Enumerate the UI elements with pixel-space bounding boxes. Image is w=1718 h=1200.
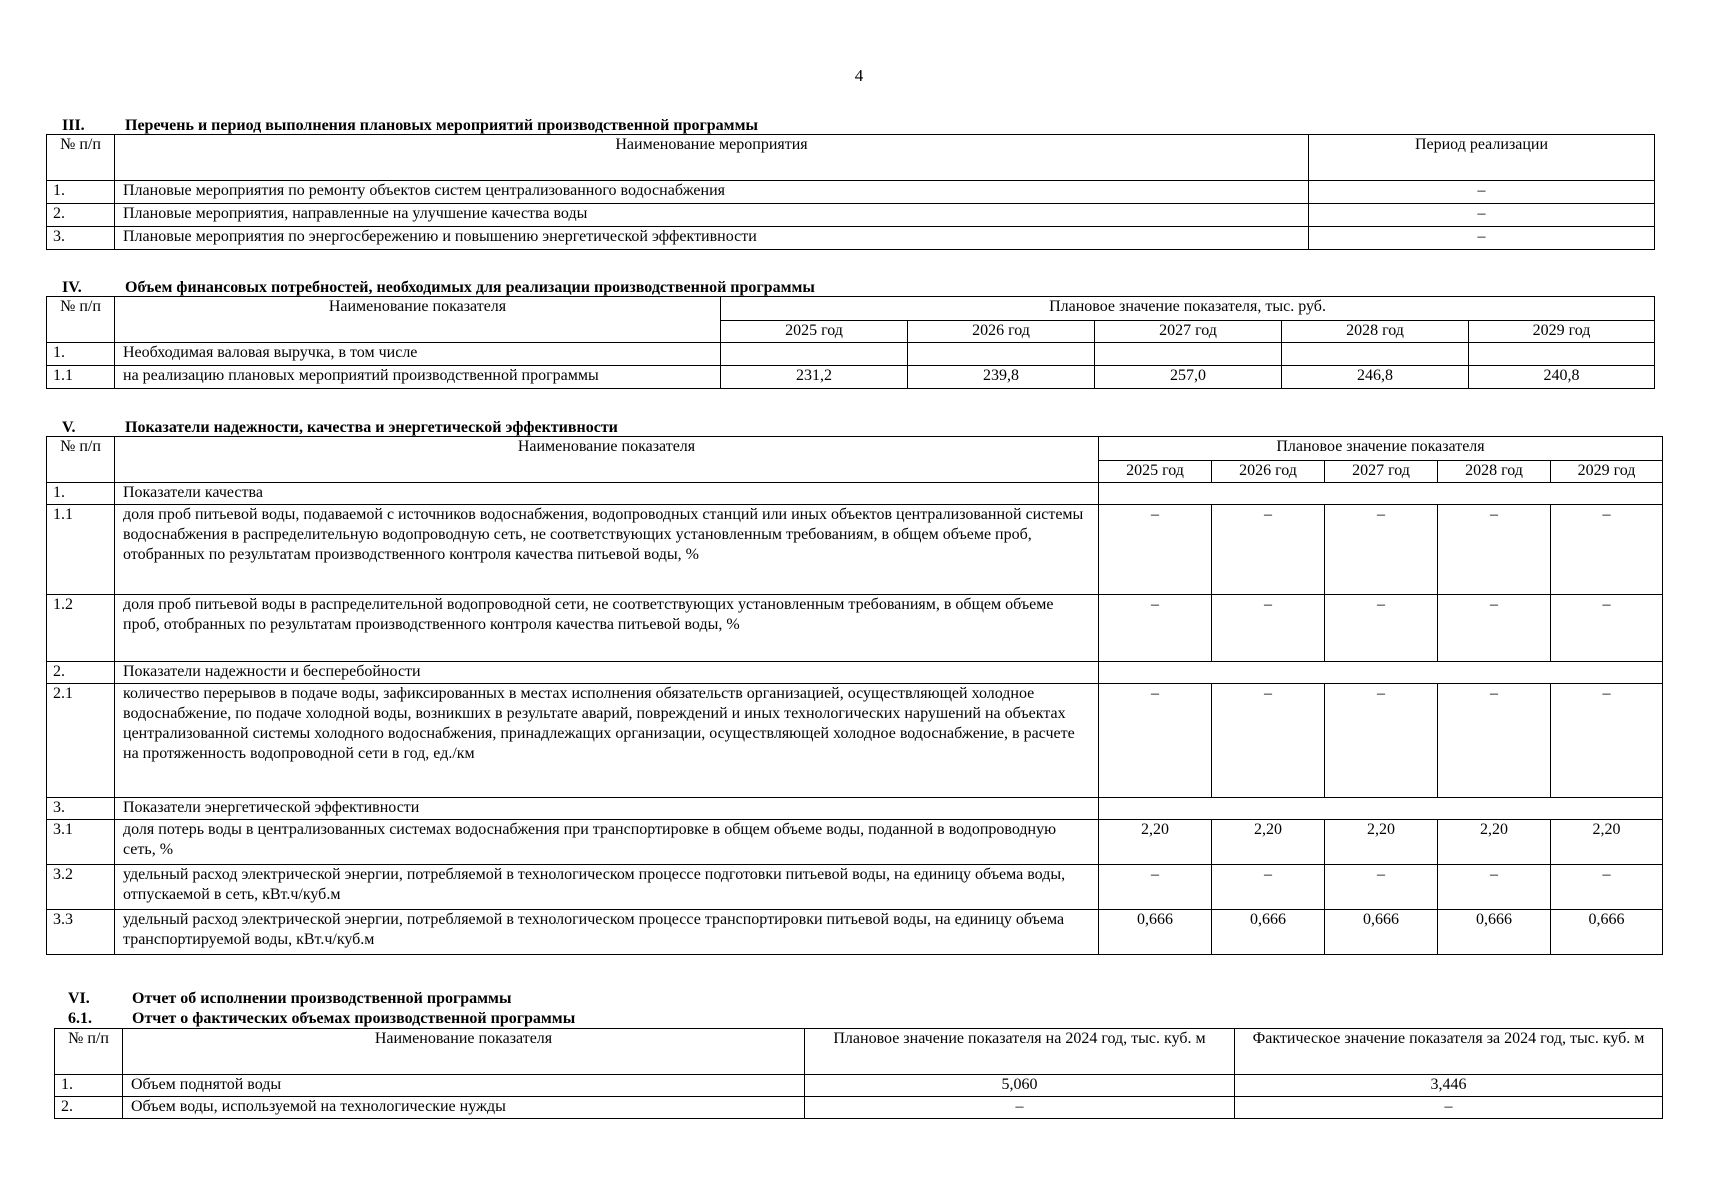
col-header-name: Наименование показателя: [115, 297, 721, 343]
row-value: 0,666: [1212, 910, 1325, 955]
col-header-plan: Плановое значение показателя на 2024 год, тыс. куб. м: [805, 1029, 1235, 1075]
row-value: –: [1212, 865, 1325, 910]
group-empty-cell: [1099, 662, 1663, 684]
col-header-name: Наименование мероприятия: [115, 135, 1309, 181]
row-plan: –: [805, 1097, 1235, 1119]
col-header-plan: Плановое значение показателя, тыс. руб.: [721, 297, 1655, 321]
group-empty-cell: [1099, 483, 1663, 505]
col-header-year: 2025 год: [721, 321, 908, 343]
table-group-row: [47, 662, 1663, 684]
row-name: доля проб питьевой воды, подаваемой с источников водоснабжения, водопроводных станций или иных объектов централизованной системы водоснабжения в распределительную водопроводную сеть, не соответствующих установленным требованиям, в общем объеме проб, отобранных по результатам производственного контроля качества питьевой воды, %: [115, 505, 1099, 595]
table-row: [47, 181, 1655, 204]
row-value: –: [1212, 505, 1325, 595]
row-num: 2.: [55, 1097, 123, 1119]
row-value: 257,0: [1095, 366, 1282, 389]
table-header-row: [47, 135, 1655, 181]
section-5-title: Показатели надежности, качества и энергетической эффективности: [125, 419, 618, 436]
row-num: 1.: [55, 1075, 123, 1097]
col-header-period: Период реализации: [1309, 135, 1655, 181]
section-4-title: Объем финансовых потребностей, необходимых для реализации производственной программы: [125, 279, 815, 296]
row-name: Показатели надежности и бесперебойности: [115, 662, 1099, 684]
col-header-num: № п/п: [55, 1029, 123, 1075]
row-value: –: [1551, 505, 1663, 595]
row-name: удельный расход электрической энергии, потребляемой в технологическом процессе транспортировки питьевой воды, на единицу объема транспортируемой воды, кВт.ч/куб.м: [115, 910, 1099, 955]
row-name: Показатели энергетической эффективности: [115, 798, 1099, 820]
col-header-plan: Плановое значение показателя: [1099, 437, 1663, 461]
row-value: 246,8: [1282, 366, 1469, 389]
row-fact: –: [1235, 1097, 1663, 1119]
table-row: [47, 366, 1655, 389]
row-value: –: [1438, 505, 1551, 595]
row-value: –: [1325, 684, 1438, 798]
row-value: [721, 343, 908, 366]
col-header-year: 2028 год: [1282, 321, 1469, 343]
row-value: 0,666: [1099, 910, 1212, 955]
row-num: 3.: [47, 798, 115, 820]
row-num: 2.: [47, 204, 115, 227]
row-value: –: [1099, 865, 1212, 910]
col-header-num: № п/п: [47, 135, 115, 181]
row-value: –: [1551, 865, 1663, 910]
row-value: –: [1212, 595, 1325, 662]
table-header-row: [47, 297, 1655, 321]
table-group-row: [47, 483, 1663, 505]
col-header-year: 2026 год: [908, 321, 1095, 343]
section-6-1-heading: [68, 1010, 576, 1028]
row-num: 1.: [47, 343, 115, 366]
section-6-table: [54, 1028, 1663, 1119]
row-num: 1.: [47, 181, 115, 204]
row-value: [1469, 343, 1655, 366]
section-5-number: V.: [62, 419, 76, 436]
section-6-number: VI.: [68, 990, 90, 1007]
row-value: 0,666: [1438, 910, 1551, 955]
section-6-1-title: Отчет о фактических объемах производственной программы: [132, 1010, 576, 1027]
col-header-year: 2028 год: [1438, 461, 1551, 483]
row-value: [908, 343, 1095, 366]
row-value: –: [1099, 595, 1212, 662]
row-num: 3.3: [47, 910, 115, 955]
table-row: [47, 910, 1663, 955]
section-3-heading: [62, 117, 758, 135]
row-num: 1.2: [47, 595, 115, 662]
table-row: [47, 505, 1663, 595]
section-3-table: [46, 134, 1655, 250]
col-header-year: 2027 год: [1325, 461, 1438, 483]
row-name: удельный расход электрической энергии, потребляемой в технологическом процессе подготовки питьевой воды, на единицу объема воды, отпускаемой в сеть, кВт.ч/куб.м: [115, 865, 1099, 910]
row-name: Показатели качества: [115, 483, 1099, 505]
section-6-1-number: 6.1.: [68, 1010, 92, 1027]
row-value: 0,666: [1551, 910, 1663, 955]
row-fact: 3,446: [1235, 1075, 1663, 1097]
row-value: [1095, 343, 1282, 366]
section-3-title: Перечень и период выполнения плановых мероприятий производственной программы: [125, 117, 758, 134]
row-period: –: [1309, 204, 1655, 227]
row-period: –: [1309, 227, 1655, 250]
col-header-year: 2027 год: [1095, 321, 1282, 343]
section-5-table: [46, 436, 1663, 955]
table-header-row: [47, 437, 1663, 461]
row-value: 2,20: [1099, 820, 1212, 865]
col-header-year: 2026 год: [1212, 461, 1325, 483]
col-header-fact: Фактическое значение показателя за 2024 год, тыс. куб. м: [1235, 1029, 1663, 1075]
page-number: 4: [854, 66, 864, 85]
section-3-number: III.: [62, 117, 85, 134]
row-num: 1.1: [47, 505, 115, 595]
col-header-name: Наименование показателя: [123, 1029, 805, 1075]
col-header-num: № п/п: [47, 297, 115, 343]
row-name: Необходимая валовая выручка, в том числе: [115, 343, 721, 366]
row-value: 2,20: [1551, 820, 1663, 865]
row-value: –: [1438, 684, 1551, 798]
row-value: 2,20: [1212, 820, 1325, 865]
row-value: –: [1325, 505, 1438, 595]
table-row: [47, 865, 1663, 910]
table-row: [47, 684, 1663, 798]
row-value: [1282, 343, 1469, 366]
row-value: 2,20: [1325, 820, 1438, 865]
section-4-number: IV.: [62, 279, 82, 296]
row-name: Плановые мероприятия по ремонту объектов систем централизованного водоснабжения: [115, 181, 1309, 204]
row-value: –: [1212, 684, 1325, 798]
group-empty-cell: [1099, 798, 1663, 820]
row-num: 3.1: [47, 820, 115, 865]
row-value: 0,666: [1325, 910, 1438, 955]
table-row: [55, 1097, 1663, 1119]
row-value: –: [1438, 595, 1551, 662]
row-value: –: [1551, 684, 1663, 798]
table-header-row: [55, 1029, 1663, 1075]
row-plan: 5,060: [805, 1075, 1235, 1097]
row-num: 3.2: [47, 865, 115, 910]
row-num: 3.: [47, 227, 115, 250]
row-value: 2,20: [1438, 820, 1551, 865]
table-row: [47, 227, 1655, 250]
section-6-title: Отчет об исполнении производственной программы: [132, 990, 512, 1007]
table-row: [47, 343, 1655, 366]
table-group-row: [47, 798, 1663, 820]
row-value: 231,2: [721, 366, 908, 389]
row-num: 2.: [47, 662, 115, 684]
row-value: –: [1099, 505, 1212, 595]
row-num: 1.1: [47, 366, 115, 389]
row-period: –: [1309, 181, 1655, 204]
row-name: Плановые мероприятия по энергосбережению и повышению энергетической эффективности: [115, 227, 1309, 250]
row-value: 239,8: [908, 366, 1095, 389]
col-header-num: № п/п: [47, 437, 115, 483]
row-num: 2.1: [47, 684, 115, 798]
section-5-heading: [62, 419, 618, 437]
row-name: Плановые мероприятия, направленные на улучшение качества воды: [115, 204, 1309, 227]
row-name: доля потерь воды в централизованных системах водоснабжения при транспортировке в общем объеме воды, поданной в водопроводную сеть, %: [115, 820, 1099, 865]
section-6-heading: [68, 990, 512, 1008]
row-name: Объем поднятой воды: [123, 1075, 805, 1097]
row-name: на реализацию плановых мероприятий производственной программы: [115, 366, 721, 389]
row-name: Объем воды, используемой на технологические нужды: [123, 1097, 805, 1119]
row-value: 240,8: [1469, 366, 1655, 389]
section-4-heading: [62, 279, 815, 297]
row-value: –: [1325, 595, 1438, 662]
table-row: [55, 1075, 1663, 1097]
row-name: количество перерывов в подаче воды, зафиксированных в местах исполнения обязательств организацией, осуществляющей холодное водоснабжение, по подаче холодной воды, возникших в результате аварий, повреждений и иных технологических нарушений на объектах централизованной системы холодного водоснабжения, принадлежащих организации, осуществляющей холодное водоснабжение, в расчете на протяженность водопроводной сети в год, ед./км: [115, 684, 1099, 798]
row-value: –: [1551, 595, 1663, 662]
row-value: –: [1325, 865, 1438, 910]
table-row: [47, 595, 1663, 662]
row-value: –: [1438, 865, 1551, 910]
row-num: 1.: [47, 483, 115, 505]
col-header-year: 2025 год: [1099, 461, 1212, 483]
row-value: –: [1099, 684, 1212, 798]
table-row: [47, 204, 1655, 227]
col-header-year: 2029 год: [1469, 321, 1655, 343]
col-header-year: 2029 год: [1551, 461, 1663, 483]
col-header-name: Наименование показателя: [115, 437, 1099, 483]
section-4-table: [46, 296, 1655, 389]
table-row: [47, 820, 1663, 865]
row-name: доля проб питьевой воды в распределительной водопроводной сети, не соответствующих установленным требованиям, в общем объеме проб, отобранных по результатам производственного контроля качества питьевой воды, %: [115, 595, 1099, 662]
